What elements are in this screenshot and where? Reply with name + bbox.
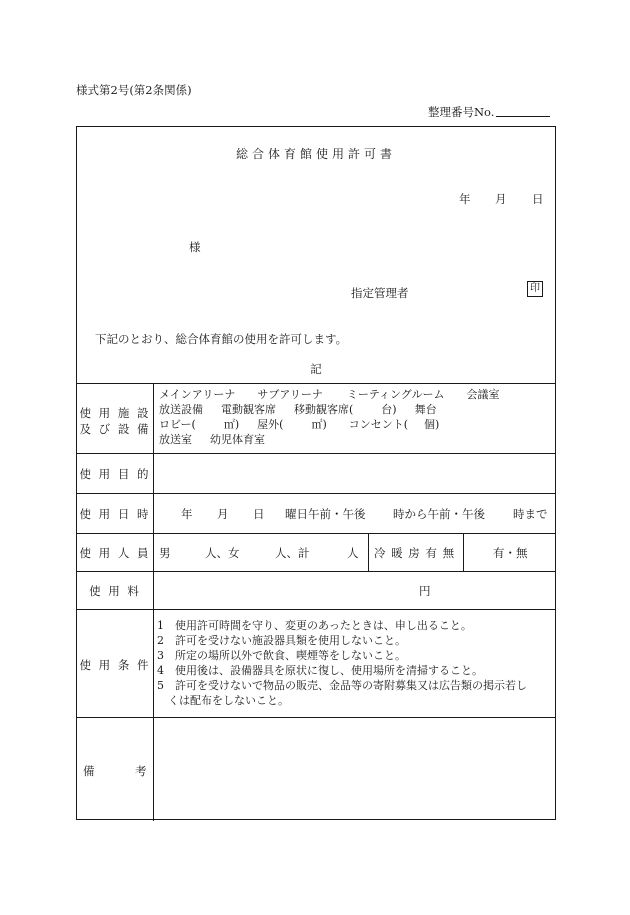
condition-item: 5 許可を受けないで物品の販売、金品等の寄附募集又は広告類の掲示若し [157,679,527,692]
facility-row-label [77,405,153,437]
people-total-unit: 人 [347,546,359,560]
purpose-row-label: 使 用 目 的 [79,467,151,481]
ki-marker: 記 [310,362,322,376]
people-male-label: 男 [159,546,171,560]
facility-option[interactable]: 舞台 [414,403,437,416]
row-divider [77,533,555,534]
reference-number-blank[interactable] [496,116,550,117]
hvac-label-divider-left [368,533,369,571]
label-column-divider [153,383,154,821]
remarks-field[interactable] [155,719,553,817]
people-female-label: 人、女 [205,546,240,560]
facility-option[interactable]: 放送室 [159,433,192,446]
conditions-row-label: 使 用 条 件 [79,658,151,672]
hvac-label: 冷 暖 房 有 無 [374,546,456,560]
condition-item: 3 所定の場所以外で飲食、喫煙等をしないこと。 [157,649,406,662]
facility-area-unit: ㎡) [223,418,240,431]
document-title: 総合体育館使用許可書 [235,147,396,161]
people-row-label: 使 用 人 員 [79,546,151,560]
facility-count-unit: 個) [424,418,440,431]
fee-row-label: 使 用 料 [89,584,141,598]
facility-option[interactable]: ミーティングルーム [346,388,445,401]
datetime-end-ampm[interactable]: 時から午前・午後 [393,507,485,521]
datetime-year: 年 [181,507,193,521]
permission-statement: 下記のとおり、総合体育館の使用を許可します。 [95,332,348,346]
datetime-end-suffix: 時まで [513,507,548,521]
facility-option[interactable]: コンセント( [348,418,409,431]
purpose-field[interactable] [155,455,553,491]
facility-option[interactable]: 屋外( [257,418,284,431]
facility-line-4 [159,432,499,447]
permit-form [76,126,556,820]
conditions-list [157,618,527,708]
facility-label-line2: 及 び 設 備 [79,422,151,436]
condition-item: 1 使用許可時間を守り、変更のあったときは、申し出ること。 [157,619,472,632]
seal-mark: 印 [527,281,543,297]
row-divider [77,609,555,610]
facility-count-unit: 台) [381,403,397,416]
facility-option[interactable]: サブアリーナ [257,388,323,401]
datetime-day: 日 [253,507,265,521]
facility-label-line1: 使 用 施 設 [79,406,151,420]
issue-date-day: 日 [532,192,544,206]
facility-option[interactable]: 会議室 [466,388,500,401]
datetime-month: 月 [217,507,229,521]
recipient-honorific: 様 [189,240,201,254]
facility-line-3 [159,417,499,432]
facility-line-1 [159,387,499,402]
fee-unit: 円 [419,584,431,598]
hvac-label-divider-right [463,533,464,571]
people-total-label: 人、計 [275,546,310,560]
facility-option[interactable]: 放送設備 [159,403,203,416]
row-divider [77,717,555,718]
condition-item: 4 使用後は、設備器具を原状に復し、使用場所を清掃すること。 [157,664,483,677]
facility-option[interactable]: メインアリーナ [159,388,236,401]
facility-option[interactable]: ロビー( [159,418,196,431]
condition-item: くは配布をしないこと。 [157,694,289,707]
facility-line-2 [159,402,499,417]
condition-item: 2 許可を受けない施設器具類を使用しないこと。 [157,634,406,647]
table-top-border [77,383,555,384]
facility-option[interactable]: 電動観客席 [221,403,276,416]
facility-options [159,387,499,447]
datetime-start-ampm[interactable]: 曜日午前・午後 [285,507,366,521]
form-number-label: 様式第2号(第2条関係) [76,83,192,97]
facility-option[interactable]: 幼児体育室 [210,433,265,446]
row-divider [77,493,555,494]
issue-date-year: 年 [459,192,471,206]
facility-area-unit: ㎡) [311,418,327,431]
hvac-option[interactable]: 有・無 [493,546,528,560]
reference-number-label: 整理番号No. [428,105,495,119]
issuer-label: 指定管理者 [351,286,409,300]
remarks-label-right: 考 [135,764,147,778]
issue-date-month: 月 [495,192,507,206]
facility-option[interactable]: 移動観客席( [294,403,354,416]
row-divider [77,571,555,572]
remarks-label-left: 備 [83,764,95,778]
datetime-row-label: 使 用 日 時 [79,507,151,521]
row-divider [77,453,555,454]
